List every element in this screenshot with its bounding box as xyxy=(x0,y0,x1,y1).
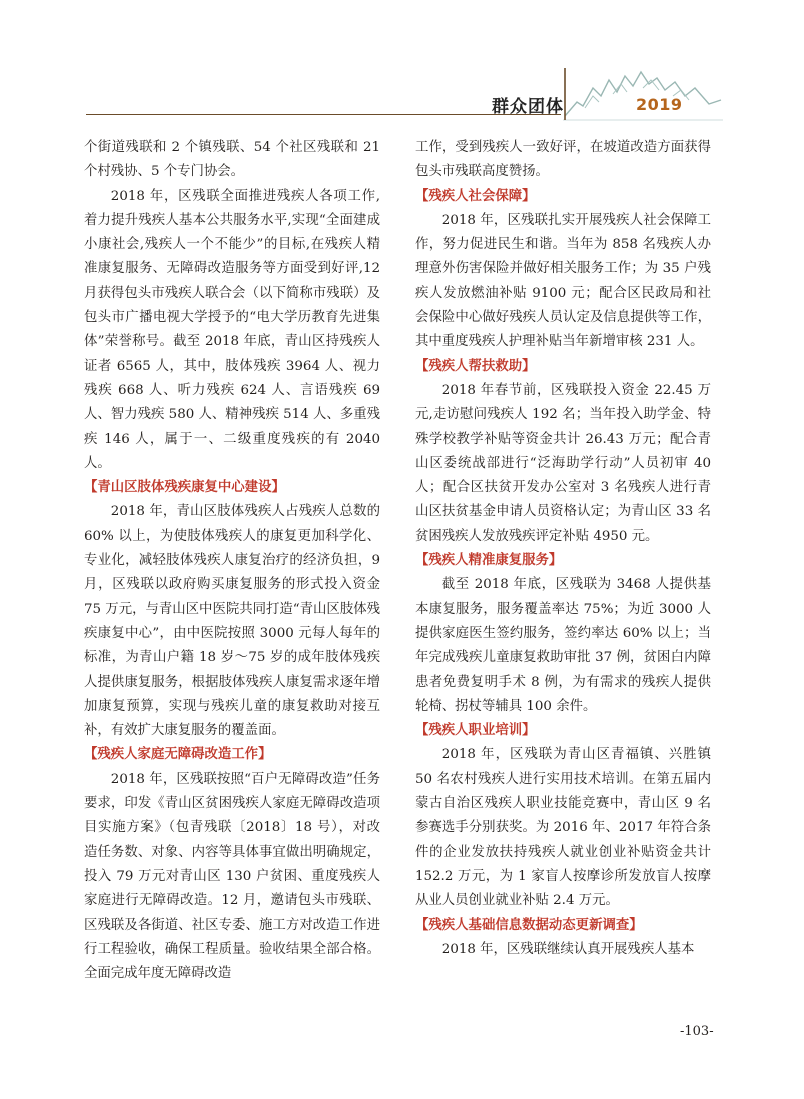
paragraph: 2018 年，青山区肢体残疾人占残疾人总数的 60% 以上，为使肢体残疾人的康复更加科学化、专业化，减轻肢体残疾人康复治疗的经济负担，9 月，区残联以政府购买康复服务的形式投入资金 75 万元，与青山区中医院共同打造“青山区肢体残疾康复中心”，由中医院按照 3000 元每人每年的标准，为青山户籍 18 岁～75 岁的成年肢体残疾人提供康复服务，根据肢体残疾人康复需求逐年增加康复预算，实现与残疾儿童的康复救助对接互补，有效扩大康复服务的覆盖面。 xyxy=(84,504,380,739)
paragraph: 2018 年，区残联全面推进残疾人各项工作,着力提升残疾人基本公共服务水平,实现“全面建成小康社会,残疾人一个不能少”的目标,在残疾人精准康复服务、无障碍改造服务等方面受到好评,12 月获得包头市残疾人联合会（以下简称市残联）及包头市广播电视大学授予的“电大学历教育先进集体”荣誉称号。截至 2018 年底，青山区持残疾人证者 6565 人，其中，肢体残疾 3964 人、视力残疾 668 人、听力残疾 624 人、言语残疾 69 人、智力残疾 580 人、精神残疾 514 人、多重残疾 146 人，属于一、二级重度残疾的有 2040 人。 xyxy=(84,188,380,471)
right-column xyxy=(415,136,711,962)
paragraph: 截至 2018 年底，区残联为 3468 人提供基本康复服务，服务覆盖率达 75%；为近 3000 人提供家庭医生签约服务，签约率达 60% 以上；当年完成残疾儿童康复救助审批 37 例，贫困白内障患者免费复明手术 8 例，为有需求的残疾人提供轮椅、拐杖等辅具 100 余件。 xyxy=(415,577,711,714)
paragraph: 个街道残联和 2 个镇残联、54 个社区残联和 21 个村残协、5 个专门协会。 xyxy=(84,140,380,180)
paragraph: 工作，受到残疾人一致好评，在坡道改造方面获得包头市残联高度赞扬。 xyxy=(415,140,711,180)
section-heading: 【残疾人基础信息数据动态更新调查】 xyxy=(415,917,643,933)
year-label: 2019 xyxy=(636,95,683,114)
section-heading: 【残疾人职业培训】 xyxy=(415,723,536,739)
paragraph: 2018 年，区残联按照“百户无障碍改造”任务要求，印发《青山区贫困残疾人家庭无障碍改造项目实施方案》（包青残联〔2018〕18 号），对改造任务数、对象、内容等具体事宜做出明确规定，投入 79 万元对青山区 130 户贫困、重度残疾人家庭进行无障碍改造。12 月，邀请包头市残联、区残联及各街道、社区专委、施工方对改造工作进行工程验收，确保工程质量。验收结果全部合格。全面完成年度无障碍改造 xyxy=(84,771,380,982)
header-rule xyxy=(86,114,561,115)
paragraph: 2018 年，区残联为青山区青福镇、兴胜镇 50 名农村残疾人进行实用技术培训。在第五届内蒙古自治区残疾人职业技能竞赛中，青山区 9 名参赛选手分别获奖。为 2016 年、2017 年符合条件的企业发放扶持残疾人就业创业补贴资金共计 152.2 万元，为 1 家盲人按摩诊所发放盲人按摩从业人员创业就业补贴 2.4 万元。 xyxy=(415,747,711,909)
section-heading: 【残疾人帮扶救助】 xyxy=(415,358,536,374)
section-heading: 【残疾人社会保障】 xyxy=(415,188,536,204)
section-title: 群众团体 xyxy=(492,97,564,117)
page-number: -103- xyxy=(680,1024,714,1039)
left-column xyxy=(84,136,380,986)
paragraph: 2018 年，区残联继续认真开展残疾人基本 xyxy=(441,941,695,957)
paragraph: 2018 年，区残联扎实开展残疾人社会保障工作，努力促进民生和谐。当年为 858 名残疾人办理意外伤害保险并做好相关服务工作；为 35 户残疾人发放燃油补贴 9100 元；配合区民政局和社会保险中心做好残疾人员认定及信息提供等工作，其中重度残疾人护理补贴当年新增审核 231 人。 xyxy=(415,212,711,350)
section-heading: 【青山区肢体残疾康复中心建设】 xyxy=(84,480,285,496)
paragraph: 2018 年春节前，区残联投入资金 22.45 万元,走访慰问残疾人 192 名；当年投入助学金、特殊学校教学补贴等资金共计 26.43 万元；配合青山区委统战部进行“泛海助学行动”人员初审 40 人；配合区扶贫开发办公室对 3 名残疾人进行青山区扶贫基金申请人员资格认定；为青山区 33 名贫困残疾人发放残疾评定补贴 4950 元。 xyxy=(415,382,711,544)
section-heading: 【残疾人精准康复服务】 xyxy=(415,553,563,569)
section-heading: 【残疾人家庭无障碍改造工作】 xyxy=(84,747,272,763)
